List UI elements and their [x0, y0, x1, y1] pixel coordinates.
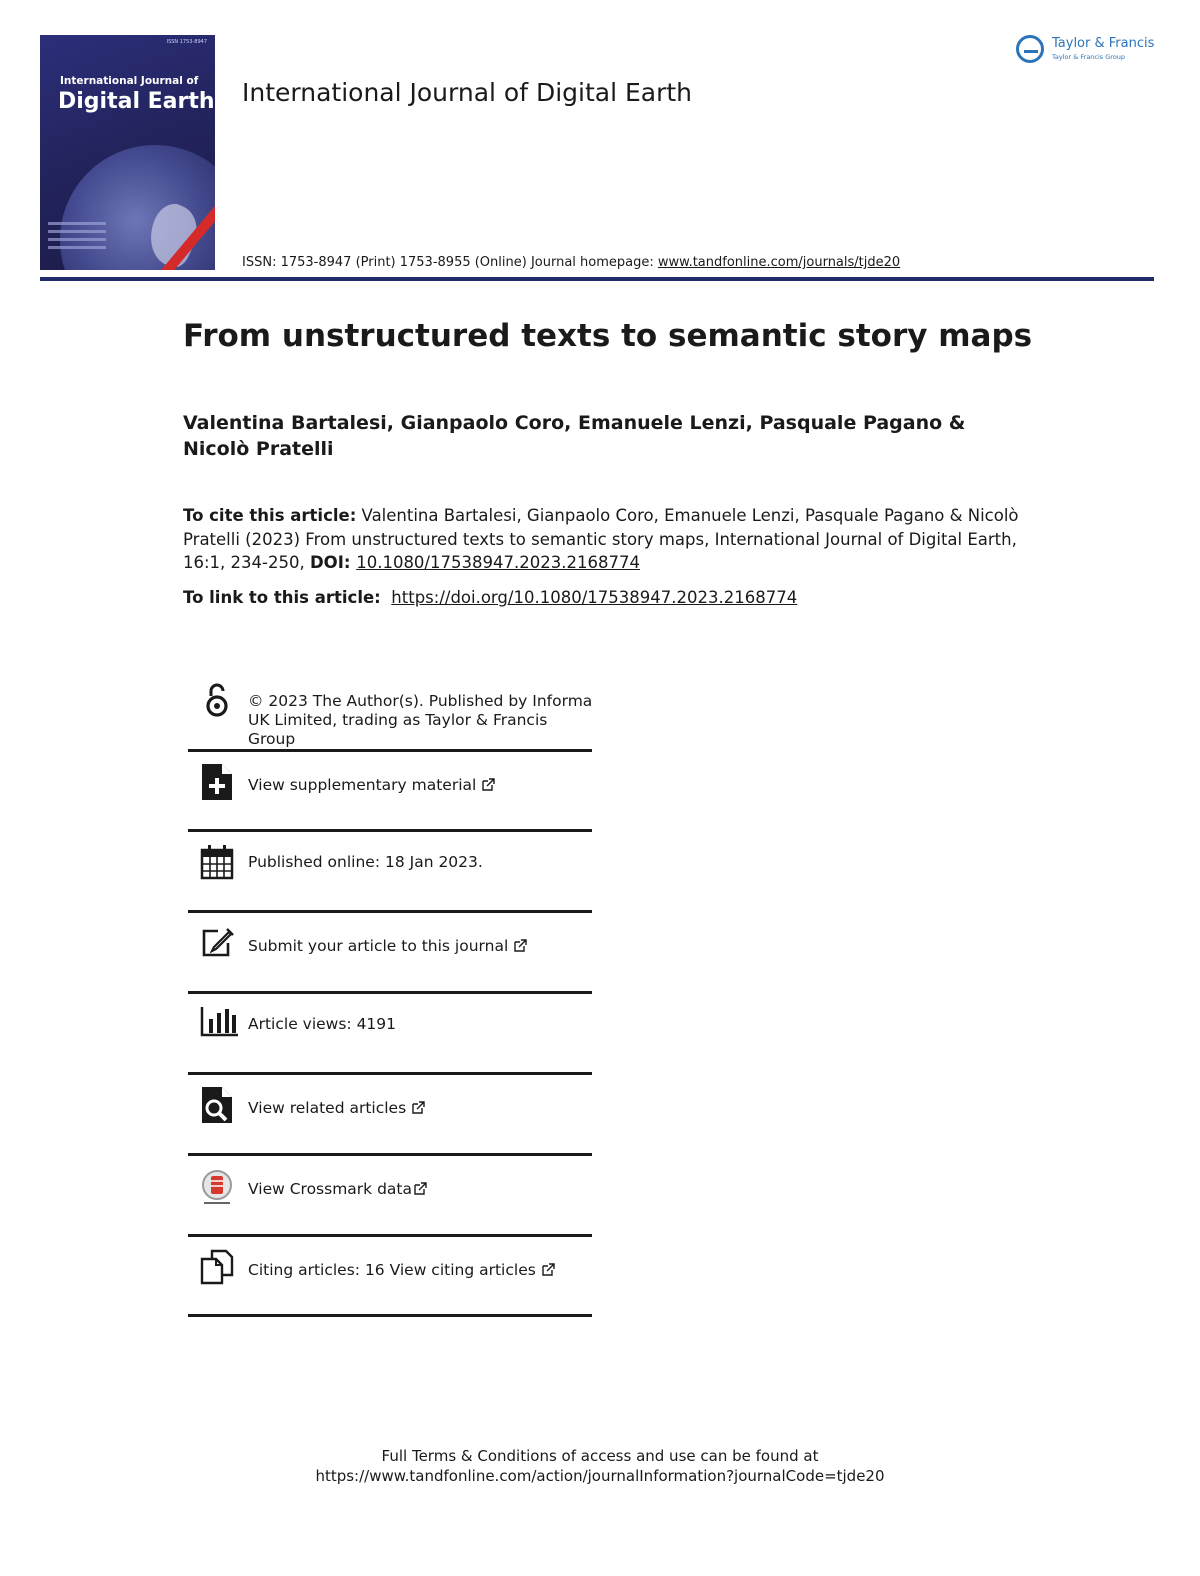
footer: [0, 1446, 1200, 1486]
supplementary-label: View supplementary material: [248, 776, 477, 794]
cite-label: To cite this article:: [183, 506, 357, 525]
crossmark-link[interactable]: [248, 1180, 427, 1199]
header-rule: [40, 277, 1154, 281]
cover-issn: ISSN 1753-8947: [166, 39, 207, 45]
doi-link[interactable]: 10.1080/17538947.2023.2168774: [356, 553, 640, 572]
row-divider: [188, 910, 592, 913]
row-divider: [188, 749, 592, 752]
row-divider: [188, 829, 592, 832]
crossmark-icon: [200, 1169, 234, 1205]
crossmark-label: View Crossmark data: [248, 1180, 412, 1198]
cover-title-line1: International Journal of: [60, 75, 199, 87]
external-link-icon: [542, 1263, 555, 1276]
related-label: View related articles: [248, 1099, 407, 1117]
row-divider: [188, 1153, 592, 1156]
footer-line1: Full Terms & Conditions of access and use can be found at: [381, 1447, 819, 1465]
supplementary-link[interactable]: [248, 776, 495, 795]
row-divider: [188, 991, 592, 994]
bar-chart-icon: [200, 1005, 240, 1041]
footer-terms-url[interactable]: https://www.tandfonline.com/action/journalInformation?journalCode=tjde20: [315, 1467, 885, 1485]
open-access-text: © 2023 The Author(s). Published by Informa UK Limited, trading as Taylor & Francis Group: [248, 692, 593, 748]
submit-article-link[interactable]: [248, 937, 527, 956]
journal-title: International Journal of Digital Earth: [242, 78, 693, 107]
article-url-link[interactable]: https://doi.org/10.1080/17538947.2023.2168774: [391, 588, 798, 607]
publisher-name: Taylor & Francis: [1052, 36, 1155, 51]
journal-cover-image: [40, 35, 215, 270]
citing-documents-icon: [200, 1249, 234, 1285]
row-divider: [188, 1072, 592, 1075]
open-access-lock-icon: [200, 682, 234, 718]
published-date-text: Published online: 18 Jan 2023.: [248, 853, 483, 871]
citation-block: [183, 504, 1023, 575]
related-articles-link[interactable]: [248, 1099, 425, 1118]
calendar-icon: [200, 844, 234, 880]
article-authors: Valentina Bartalesi, Gianpaolo Coro, Emanuele Lenzi, Pasquale Pagano & Nicolò Pratelli: [183, 412, 966, 460]
row-divider: [188, 1234, 592, 1237]
taylor-francis-icon: [1016, 35, 1044, 63]
publisher-sub: Taylor & Francis Group: [1052, 53, 1126, 61]
cite-text: Valentina Bartalesi, Gianpaolo Coro, Emanuele Lenzi, Pasquale Pagano & Nicolò Pratelli (2023) From unstructured texts to semantic story maps, International Journal of Digital Earth, 16:1, 234-250,: [183, 506, 1019, 572]
doi-label: DOI:: [309, 553, 357, 572]
external-link-icon: [482, 778, 495, 791]
edit-pencil-icon: [200, 925, 234, 961]
cover-title-line2: Digital Earth: [58, 89, 215, 114]
document-search-icon: [200, 1087, 234, 1123]
publisher-logo: [1016, 34, 1156, 70]
external-link-icon: [514, 939, 527, 952]
article-link-line: [183, 588, 797, 607]
issn-text: ISSN: 1753-8947 (Print) 1753-8955 (Online) Journal homepage:: [242, 255, 658, 270]
link-label: To link to this article:: [183, 588, 381, 607]
article-views-text: Article views: 4191: [248, 1015, 397, 1033]
article-title: From unstructured texts to semantic story maps: [183, 318, 1033, 354]
citing-articles-link[interactable]: [248, 1261, 555, 1280]
external-link-icon: [414, 1182, 427, 1195]
cover-logos: [48, 217, 108, 254]
external-link-icon: [412, 1101, 425, 1114]
row-divider: [188, 1314, 592, 1317]
journal-homepage-link[interactable]: www.tandfonline.com/journals/tjde20: [657, 255, 901, 270]
issn-line: [242, 255, 900, 270]
citing-label: Citing articles: 16 View citing articles: [248, 1261, 536, 1279]
submit-label: Submit your article to this journal: [248, 937, 509, 955]
file-plus-icon: [200, 764, 234, 800]
